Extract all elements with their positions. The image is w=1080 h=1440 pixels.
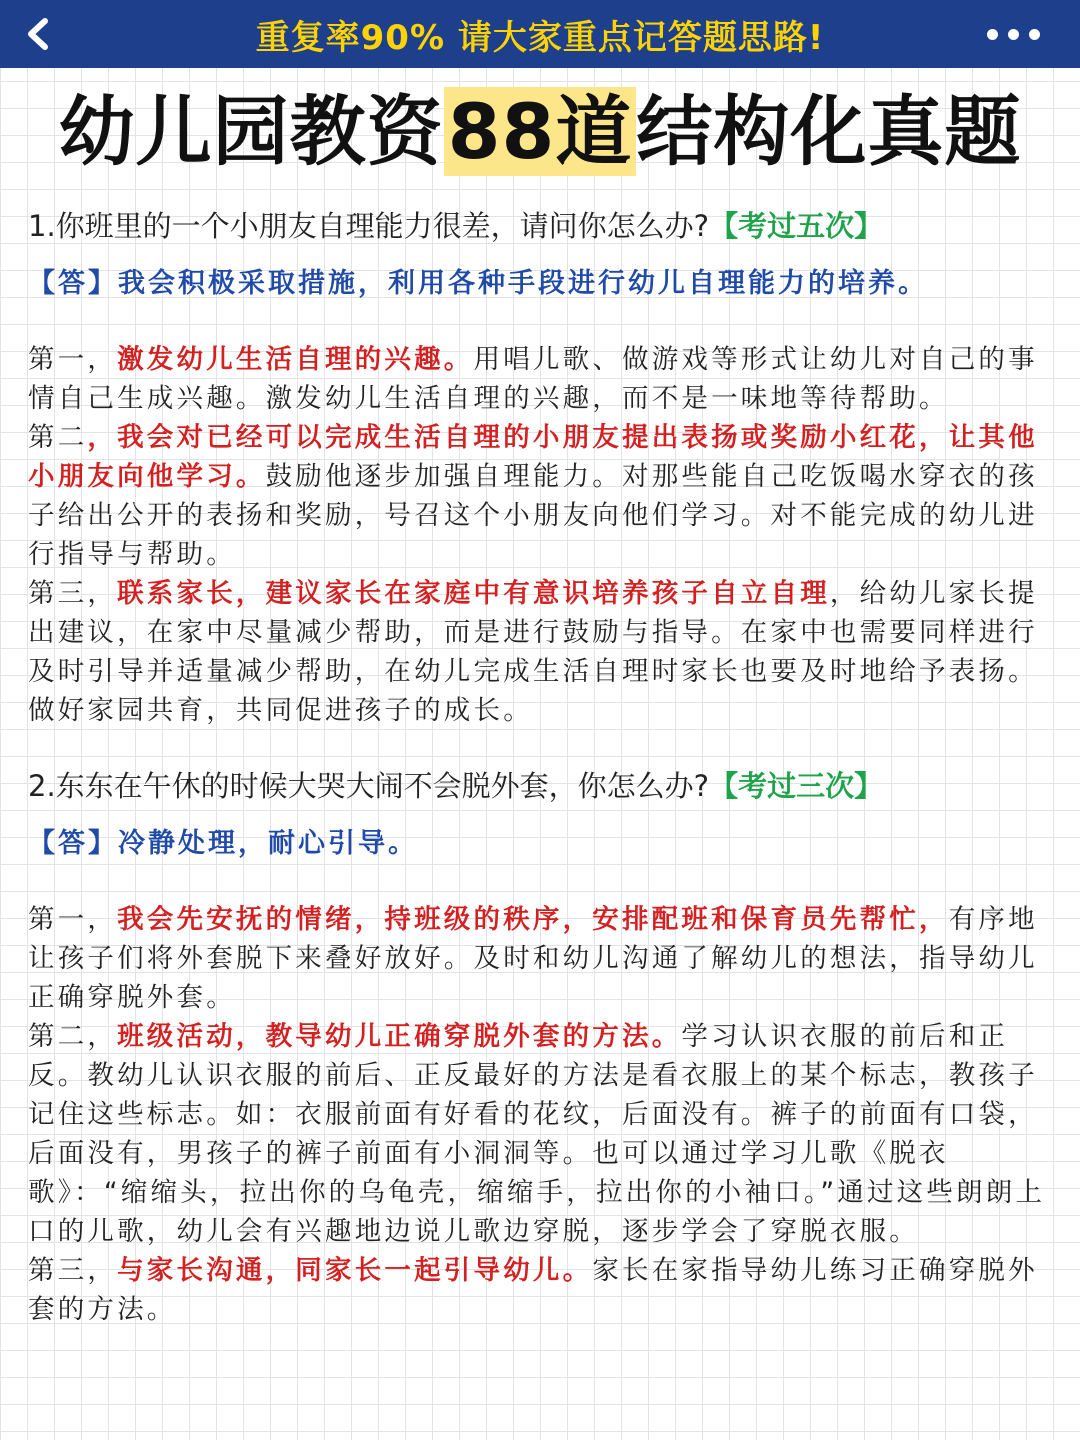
- q1-point-1-lead: 第一，: [28, 344, 118, 375]
- more-dots-icon: [1029, 29, 1040, 40]
- banner-text: 重复率90% 请大家重点记答题思路!: [255, 17, 825, 58]
- answer-2: 【答】冷静处理，耐心引导。: [28, 828, 418, 859]
- question-1-tag: 【考过五次】: [709, 209, 884, 243]
- q2-point-1: [28, 900, 1058, 1017]
- answer-2-points: [28, 900, 1058, 1329]
- page-title: [0, 84, 1080, 180]
- q2-point-1-body: 有序地让孩子们将外套脱下来叠好放好。及时和幼儿沟通了解幼儿的想法，指导幼儿正确穿脱外套。: [28, 904, 1038, 1013]
- q1-point-1: [28, 340, 1058, 418]
- q2-point-3-body: 家长在家指导幼儿练习正确穿脱外套的方法。: [28, 1255, 1038, 1325]
- question-2-tag: 【考过三次】: [709, 769, 884, 803]
- answer-1: 【答】我会积极采取措施，利用各种手段进行幼儿自理能力的培养。: [28, 268, 928, 299]
- title-part-1: 幼儿园教资: [58, 87, 444, 176]
- q1-point-2-emphasis: ，我会对已经可以完成生活自理的小朋友提出表扬或奖励小红花，让其他小朋友向他学习。: [28, 422, 1038, 492]
- q2-point-1-lead: 第一，: [28, 904, 118, 935]
- q1-point-2: [28, 418, 1058, 574]
- q1-point-3-lead: 第三，: [28, 578, 118, 609]
- answer-1-points: [28, 340, 1058, 730]
- chevron-left-icon: [23, 17, 53, 51]
- q1-point-3: [28, 574, 1058, 730]
- title-highlight: 88道: [444, 87, 637, 176]
- q1-point-1-emphasis: 激发幼儿生活自理的兴趣。: [117, 344, 474, 375]
- content: [28, 206, 1058, 1329]
- question-1-text: 1.你班里的一个小朋友自理能力很差，请问你怎么办?: [28, 209, 710, 243]
- question-2: [28, 766, 1058, 806]
- q2-point-2: [28, 1017, 1058, 1251]
- more-dots-icon: [1008, 29, 1019, 40]
- q2-point-1-emphasis: 我会先安抚的情绪，持班级的秩序，安排配班和保育员先帮忙，: [117, 904, 949, 935]
- q2-point-3-lead: 第三，: [28, 1255, 118, 1286]
- q1-point-3-emphasis: 联系家长，建议家长在家庭中有意识培养孩子自立自理: [117, 578, 830, 609]
- more-dots-icon: [987, 29, 998, 40]
- question-2-text: 2.东东在午休的时候大哭大闹不会脱外套，你怎么办?: [28, 769, 710, 803]
- question-1: [28, 206, 1058, 246]
- top-banner: [0, 0, 1080, 68]
- q1-point-1-body: 用唱儿歌、做游戏等形式让幼儿对自己的事情自己生成兴趣。激发幼儿生活自理的兴趣，而不是一味地等待帮助。: [28, 344, 1038, 414]
- q2-point-2-emphasis: 班级活动，教导幼儿正确穿脱外套的方法。: [117, 1021, 682, 1052]
- q2-point-3: [28, 1251, 1058, 1329]
- more-button[interactable]: [987, 16, 1040, 52]
- q1-point-2-lead: 第二: [28, 422, 88, 453]
- title-part-2: 结构化真题: [636, 87, 1022, 176]
- q2-point-3-emphasis: 与家长沟通，同家长一起引导幼儿。: [117, 1255, 593, 1286]
- q1-point-2-body: 鼓励他逐步加强自理能力。对那些能自己吃饭喝水穿衣的孩子给出公开的表扬和奖励，号召这个小朋友向他们学习。对不能完成的幼儿进行指导与帮助。: [28, 461, 1038, 570]
- back-button[interactable]: [18, 10, 58, 58]
- q2-point-2-lead: 第二，: [28, 1021, 118, 1052]
- q1-point-3-body: ，给幼儿家长提出建议，在家中尽量减少帮助，而是进行鼓励与指导。在家中也需要同样进行及时引导并适量减少帮助，在幼儿完成生活自理时家长也要及时地给予表扬。做好家园共育，共同促进孩子的成长。: [28, 578, 1038, 726]
- q2-point-2-body: 学习认识衣服的前后和正反。教幼儿认识衣服的前后、正反最好的方法是看衣服上的某个标志，教孩子记住这些标志。如：衣服前面有好看的花纹，后面没有。裤子的前面有口袋，后面没有，男孩子的裤子前面有小洞洞等。也可以通过学习儿歌《脱衣歌》：“缩缩头，拉出你的乌龟壳，缩缩手，拉出你的小袖口。”通过这些朗朗上口的儿歌，幼儿会有兴趣地边说儿歌边穿脱，逐步学会了穿脱衣服。: [28, 1021, 1046, 1247]
